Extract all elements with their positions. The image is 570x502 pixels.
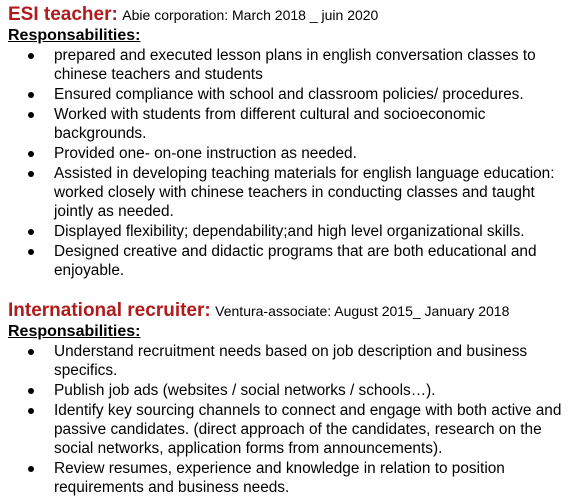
list-item-text: Assisted in developing teaching materials for english language education: worked closely with chinese teachers in conducting classes and taught jointly as needed. (54, 164, 555, 220)
bullet-icon (28, 249, 34, 255)
list-item (8, 164, 564, 222)
list-item-text: Ensured compliance with school and classroom policies/ procedures. (54, 86, 524, 103)
list-item-text: Identify key sourcing channels to connect and engage with both active and passive candidates. (direct approach of the candidates, research on the social networks, application forms from announcements). (54, 401, 562, 458)
list-item (8, 342, 564, 380)
list-item (8, 105, 564, 143)
job-title: ESI teacher: (8, 4, 118, 25)
company-dates: Ventura-associate: August 2015_ January 2018 (215, 303, 510, 319)
list-item-text: Displayed flexibility; dependability;and high level organizational skills. (54, 222, 525, 240)
bullet-icon (28, 388, 34, 394)
list-item (8, 85, 564, 104)
responsibilities-label: Responsabilities: (8, 323, 141, 340)
bullet-icon (28, 53, 34, 59)
job-section-international-recruiter (8, 300, 564, 498)
list-item (8, 381, 564, 400)
bullet-icon (28, 229, 34, 235)
job-header (8, 300, 564, 323)
bullet-icon (28, 92, 34, 98)
bullet-icon (28, 112, 34, 118)
list-item (8, 401, 564, 459)
responsibilities-list (8, 342, 564, 497)
bullet-icon (28, 151, 34, 157)
list-item-text: Designed creative and didactic programs that are both educational and enjoyable. (54, 242, 537, 279)
list-item-text: Worked with students from different cultural and socioeconomic backgrounds. (54, 105, 486, 142)
list-item-text: Understand recruitment needs based on job description and business specifics. (54, 343, 528, 380)
company-dates: Abie corporation: March 2018 _ juin 2020 (122, 7, 379, 23)
list-item (8, 459, 564, 497)
job-header (8, 4, 564, 27)
job-section-esi-teacher (8, 4, 564, 281)
list-item-text: prepared and executed lesson plans in english conversation classes to chinese teachers and students (54, 47, 536, 84)
bullet-icon (28, 171, 34, 177)
job-title: International recruiter: (8, 300, 211, 321)
list-item-text: Provided one- on-one instruction as needed. (54, 144, 357, 162)
bullet-icon (28, 466, 34, 472)
list-item (8, 222, 564, 241)
bullet-icon (28, 349, 34, 355)
list-item (8, 46, 564, 84)
list-item-text: Publish job ads (websites / social networks / schools…). (54, 382, 436, 399)
responsibilities-list (8, 46, 564, 280)
bullet-icon (28, 408, 34, 414)
responsibilities-label: Responsabilities: (8, 27, 141, 44)
list-item-text: Review resumes, experience and knowledge in relation to position requirements and business needs. (54, 460, 505, 497)
list-item (8, 242, 564, 280)
list-item (8, 144, 564, 163)
